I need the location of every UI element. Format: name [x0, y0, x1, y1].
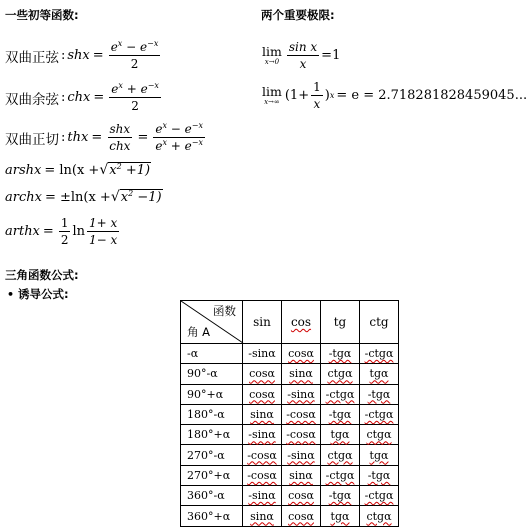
cell-sin: -sinα	[243, 486, 282, 506]
cell-cos: sinα	[282, 465, 321, 485]
limit-sinx-fraction: $\frac{\text{sin x}}{x}$	[288, 40, 318, 71]
row-angle: 180°+α	[181, 425, 243, 445]
header-angle: 角 A	[187, 325, 211, 339]
table-row	[181, 465, 399, 485]
cell-sin: -cosα	[243, 445, 282, 465]
heading-important-limits: 两个重要极限:	[261, 8, 335, 22]
cell-sin: -sinα	[243, 425, 282, 445]
th-fraction-2: $\frac{e^x - e^{-x}}{e^x + e^{-x}}$	[155, 121, 203, 153]
th-label: 双曲正切	[5, 131, 59, 148]
formula-sh: 双曲正弦 : shx = $\frac{e^x - e^{-x}}{2}$	[5, 39, 159, 71]
cell-cos: sinα	[282, 364, 321, 384]
cell-sin: -cosα	[243, 465, 282, 485]
column-header-tg: tg	[321, 301, 360, 344]
table-row	[181, 486, 399, 506]
cell-ctg: -ctgα	[360, 344, 399, 364]
cell-cos: -cosα	[282, 404, 321, 424]
cell-tg: -ctgα	[321, 384, 360, 404]
arsh-name: arshx	[5, 162, 42, 178]
row-angle: 90°+α	[181, 384, 243, 404]
arth-fraction: $\frac{1+ x}{1- x}$	[88, 216, 118, 247]
formula-arth: arthx = $\frac{1}{2}$ ln $\frac{1+ x}{1- x}$	[5, 216, 118, 247]
cell-tg: ctgα	[321, 445, 360, 465]
row-angle: 180°-α	[181, 404, 243, 424]
cell-tg: tgα	[321, 425, 360, 445]
formula-th: 双曲正切 : thx = $\frac{\text{shx}}{\text{chx}}$ = $\frac{e^x - e^{-x}}{e^x + e^{-x}}$	[5, 121, 203, 153]
table-row	[181, 506, 399, 526]
th-name: thx	[67, 130, 89, 145]
heading-induction-formulas: • 诱导公式:	[7, 287, 69, 301]
cell-tg: -tgα	[321, 344, 360, 364]
cell-tg: -ctgα	[321, 465, 360, 485]
cell-ctg: -tgα	[360, 465, 399, 485]
th-fraction-1: $\frac{\text{shx}}{\text{chx}}$	[109, 122, 131, 153]
heading-elementary-functions: 一些初等函数:	[5, 8, 79, 22]
limit-e-fraction: $\frac{1}{x}$	[313, 80, 321, 111]
cell-ctg: tgα	[360, 445, 399, 465]
cell-ctg: ctgα	[360, 506, 399, 526]
table-header-row	[181, 301, 399, 344]
cell-ctg: -tgα	[360, 384, 399, 404]
table-row	[181, 404, 399, 424]
cell-ctg: -ctgα	[360, 404, 399, 424]
cell-ctg: ctgα	[360, 425, 399, 445]
table-row	[181, 425, 399, 445]
limit-sinx: lim x→0 $\frac{\text{sin x}}{x}$ =1	[262, 40, 341, 71]
bullet-icon: •	[7, 288, 15, 301]
arth-half: $\frac{1}{2}$	[60, 216, 69, 247]
induction-formula-table	[180, 300, 399, 527]
formula-arsh: arshx = ln(x + √ $x^2 +1$)	[5, 162, 151, 178]
cell-cos: cosα	[282, 486, 321, 506]
limit-e: lim x→∞ (1+ $\frac{1}{x}$ ) x = e = 2.718281828459045...	[262, 80, 527, 111]
cell-tg: ctgα	[321, 364, 360, 384]
ch-label: 双曲余弦	[5, 91, 59, 108]
arth-name: arthx	[5, 224, 40, 239]
cell-cos: cosα	[282, 506, 321, 526]
table-row	[181, 344, 399, 364]
sh-label: 双曲正弦	[5, 49, 59, 66]
row-angle: 270°+α	[181, 465, 243, 485]
cell-ctg: tgα	[360, 364, 399, 384]
table-row	[181, 445, 399, 465]
row-angle: 270°-α	[181, 445, 243, 465]
sh-fraction: $\frac{e^x - e^{-x}}{2}$	[110, 39, 159, 71]
table-row	[181, 384, 399, 404]
cell-cos: -sinα	[282, 445, 321, 465]
cell-ctg: -ctgα	[360, 486, 399, 506]
formula-arch: archx = ±ln(x + √ $x^2 -1$)	[5, 189, 162, 205]
cell-sin: sinα	[243, 404, 282, 424]
sh-name: shx	[67, 48, 90, 63]
cell-tg: -tgα	[321, 404, 360, 424]
ch-name: chx	[67, 90, 91, 105]
column-header-sin: sin	[243, 301, 282, 344]
column-header-ctg: ctg	[360, 301, 399, 344]
row-angle: 360°+α	[181, 506, 243, 526]
header-function: 函数	[213, 304, 236, 318]
cell-sin: sinα	[243, 506, 282, 526]
row-angle: 360°-α	[181, 486, 243, 506]
column-header-cos: cos	[282, 301, 321, 344]
row-angle: -α	[181, 344, 243, 364]
cell-cos: -sinα	[282, 384, 321, 404]
cell-sin: -sinα	[243, 344, 282, 364]
ch-fraction: $\frac{e^x + e^{-x}}{2}$	[111, 81, 159, 113]
cell-sin: cosα	[243, 364, 282, 384]
cell-tg: -tgα	[321, 486, 360, 506]
arch-name: archx	[5, 189, 42, 205]
table-row	[181, 364, 399, 384]
cell-cos: -cosα	[282, 425, 321, 445]
heading-trig-formulas: 三角函数公式:	[5, 268, 79, 282]
cell-tg: tgα	[321, 506, 360, 526]
table-corner-cell	[181, 301, 243, 344]
row-angle: 90°-α	[181, 364, 243, 384]
cell-sin: cosα	[243, 384, 282, 404]
formula-ch: 双曲余弦 : chx = $\frac{e^x + e^{-x}}{2}$	[5, 81, 159, 113]
cell-cos: cosα	[282, 344, 321, 364]
